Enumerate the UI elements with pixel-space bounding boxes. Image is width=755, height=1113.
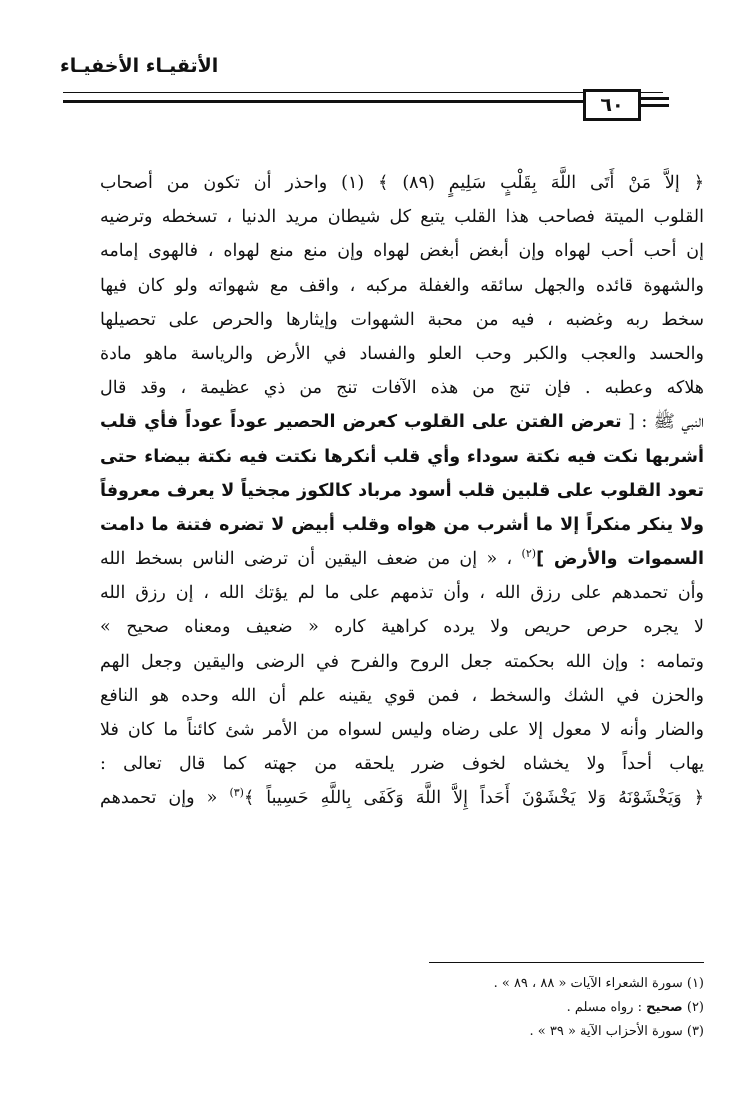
footnote-number: (٣)	[686, 1024, 704, 1039]
text-segment: « وإن تحمدهم	[100, 788, 230, 809]
text-line: والضار وأنه لا معول إلا على رضاه وليس لسواه من الأمر شئ كائناً ما كان فلا	[100, 720, 704, 740]
page-number-box	[583, 89, 641, 121]
text-line: إن أحب أحب لهواه وإن أبغض أبغض لهواه وإن منع منع لهواه ، فالهوى إمامه	[100, 241, 704, 262]
text-line: والشهوة قائده والجهل سائقه والغفلة مركبه ، واقف مع شهواته ولو كان فيها	[100, 275, 704, 296]
hadith-intro-line	[100, 405, 704, 439]
text-line: وتمامه : وإن الله بحكمته جعل الروح والفرح في الرضى واليقين وجعل الهم	[100, 651, 704, 672]
footnote-number: (١)	[686, 976, 704, 991]
hadith-line: ولا ينكر منكراً إلا ما أشرب من هواه وقلب أبيض لا تضره فتنة ما دامت	[100, 514, 704, 535]
header-rule-thick	[63, 100, 583, 103]
hadith-line: أشربها نكت فيه نكتة سوداء وأي قلب أنكرها نكتت فيه نكتة بيضاء حتى	[100, 446, 704, 467]
text-line: لا يجره حرص حريص ولا يرده كراهية كاره « ضعيف ومعناه صحيح »	[100, 617, 704, 638]
footnotes	[300, 972, 704, 1044]
footnote-text: سورة الشعراء الآيات « ٨٨ ، ٨٩ » .	[493, 976, 683, 991]
hadith-end: السموات والأرض ]	[536, 549, 704, 570]
text-line: والحسد والعجب والكبر وحب العلو والفساد في الأرض والرياسة ماهو مادة	[100, 343, 704, 364]
footnote-2	[300, 996, 704, 1020]
page-number: ٦٠	[600, 94, 624, 116]
text-segment: ، « إن من ضعف اليقين أن ترضى الناس بسخط الله	[100, 549, 522, 570]
header-rule-thin	[63, 92, 663, 93]
page-number-tail-bottom	[641, 104, 669, 107]
text-line: يهاب أحداً ولا يخشاه لخوف ضرر يلحقه من جهته كما قال تعالى :	[100, 754, 704, 775]
footnote-grade: صحيح	[646, 1000, 683, 1015]
text-line: ﴿ إلاَّ مَنْ أَتَى اللَّهَ بِقَلْبٍ سَلِيمٍ (٨٩) ﴾ (١) واحذر أن تكون من أصحاب	[100, 173, 704, 193]
footnote-text: سورة الأحزاب الآية « ٣٩ » .	[529, 1024, 683, 1039]
text-line: وأن تحمدهم على رزق الله ، وأن تذمهم على ما لم يؤتك الله ، إن رزق الله	[100, 583, 704, 604]
hadith-text: تعرض الفتن على القلوب كعرض الحصير عوداً عوداً فأي قلب	[100, 412, 622, 433]
footnote-ref-2: (٢)	[521, 547, 537, 561]
footnote-1	[300, 972, 704, 996]
text-line: هلاكه وعطبه . فإن تنج من هذه الآفات تنج من ذي عظيمة ، وقد قال	[100, 378, 704, 399]
footnote-3	[300, 1020, 704, 1044]
quran-verse-line	[100, 781, 704, 815]
text-line: سخط ربه وغضبه ، فيه من محبة الشهوات وإيثارها والحرص على تحصيلها	[100, 309, 704, 330]
running-header-title: الأتقيـاء الأخفيـاء	[60, 55, 219, 77]
footnote-text: : رواه مسلم .	[566, 1000, 647, 1015]
footnote-number: (٢)	[686, 1000, 704, 1015]
hadith-intro: النبي ﷺ : [	[621, 412, 704, 433]
hadith-line: تعود القلوب على قلبين قلب أسود مرباد كالكوز مجخياً لا يعرف معروفاً	[100, 480, 704, 501]
main-text	[100, 166, 704, 816]
quran-verse: ﴿ وَيَخْشَوْنَهُ وَلا يَخْشَوْنَ أَحَداً إِلاَّ اللَّهَ وَكَفَى بِاللَّهِ حَسِيباً ﴾	[243, 788, 704, 809]
text-line: القلوب الميتة فصاحب هذا القلب يتبع كل شيطان مريد الدنيا ، تسخطه وترضيه	[100, 207, 704, 228]
hadith-end-line	[100, 542, 704, 576]
footnote-separator	[429, 962, 704, 963]
page-number-tail-top	[641, 97, 669, 100]
footnote-ref-3: (٣)	[229, 786, 244, 800]
text-line: والحزن في الشك والسخط ، فمن قوي يقينه علم أن الله وحده هو النافع	[100, 685, 704, 706]
